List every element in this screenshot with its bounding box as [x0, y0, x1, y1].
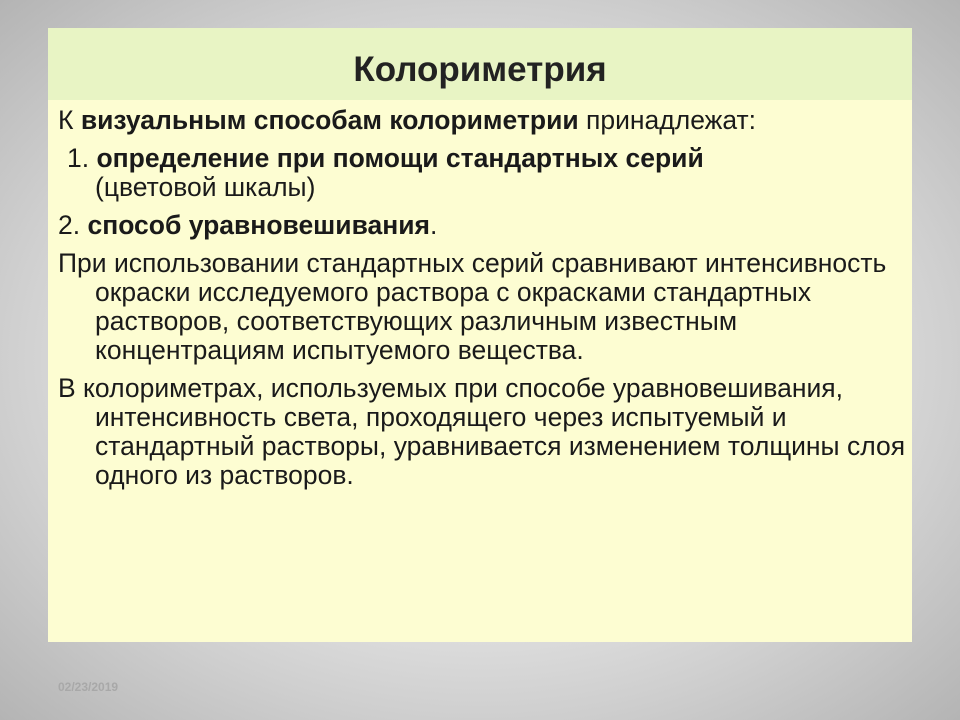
- slide-body: [58, 106, 906, 499]
- list-item-1-bold: определение при помощи стандартных серий: [96, 143, 704, 173]
- paragraph-standard-series: При использовании стандартных серий сравнивают интенсивность окраски исследуемого раствора с окрасками стандартных растворов, соответствующих различным известным концентрациям испытуемого вещества.: [58, 248, 887, 365]
- title-bar: [48, 28, 912, 100]
- paragraph-intro: [58, 106, 906, 135]
- slide: [48, 28, 912, 642]
- footer-date: 02/23/2019: [58, 680, 119, 694]
- list-item-2-bold: способ уравновешивания: [87, 210, 431, 240]
- list-item-2-suffix: .: [430, 210, 438, 240]
- paragraph-colorimeters: В колориметрах, используемых при способе уравновешивания, интенсивность света, проходящего через испытуемый и стандартный растворы, уравнивается изменением толщины слоя одного из растворов.: [58, 373, 906, 490]
- list-item-2: [58, 211, 906, 240]
- paragraph-intro-suffix: принадлежат:: [578, 105, 757, 135]
- list-item-1-number: 1.: [67, 143, 97, 173]
- list-item-1-suffix: (цветовой шкалы): [95, 172, 316, 202]
- slide-title: Колориметрия: [353, 50, 607, 89]
- list-item-1: [58, 144, 906, 202]
- paragraph-intro-bold: визуальным способам колориметрии: [80, 105, 579, 135]
- paragraph-intro-prefix: К: [58, 105, 81, 135]
- list-item-2-number: 2.: [58, 210, 88, 240]
